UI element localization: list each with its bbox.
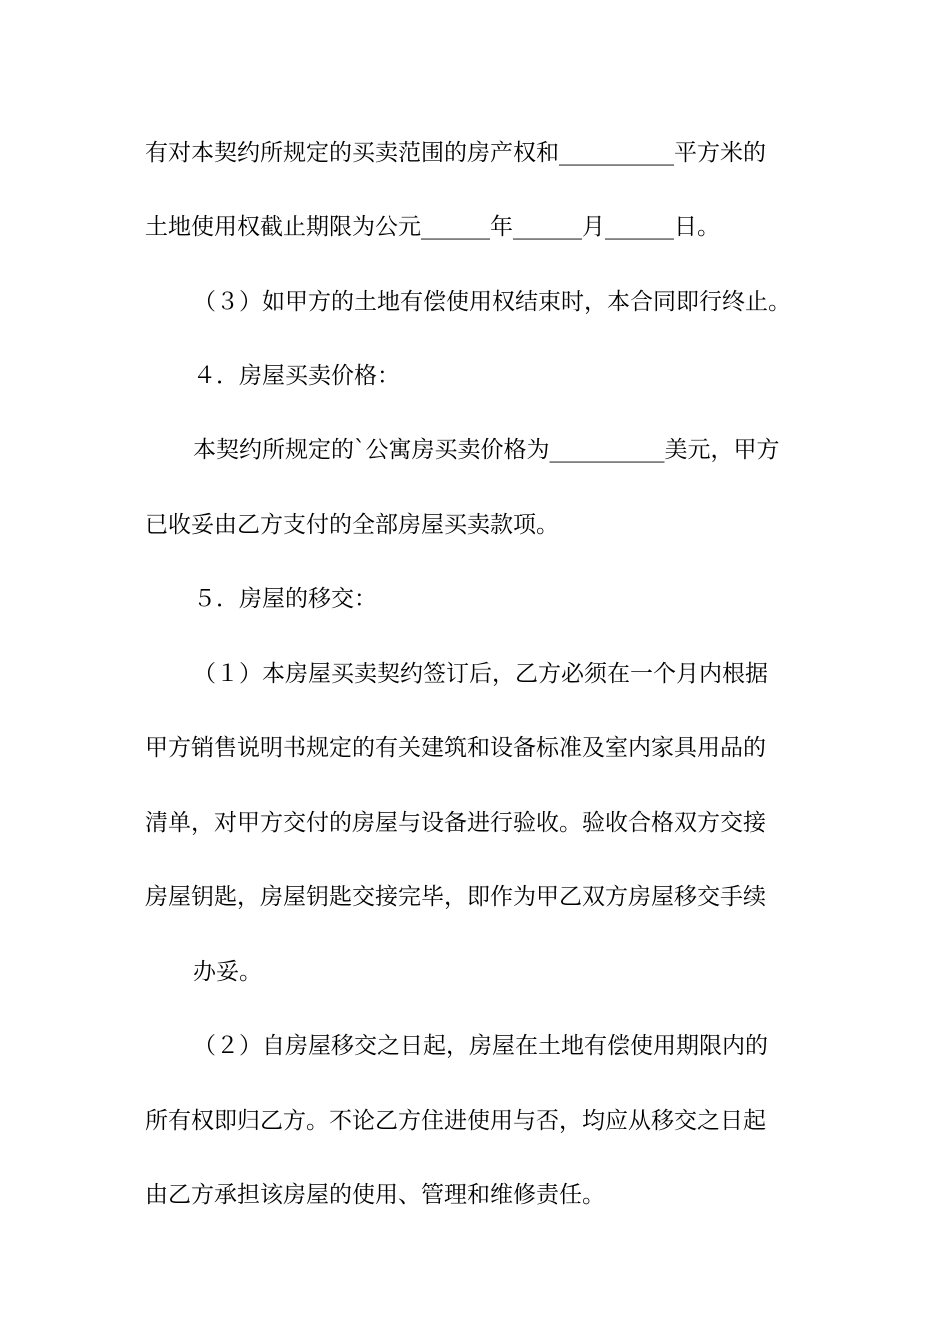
text-line: （３）如甲方的土地有偿使用权结束时，本合同即行终止。: [193, 289, 791, 315]
text-line: 清单，对甲方交付的房屋与设备进行验收。验收合格双方交接: [145, 810, 766, 836]
text-line: 已收妥由乙方支付的全部房屋买卖款项。: [145, 512, 559, 538]
text-line: ５．房屋的移交：: [193, 586, 377, 612]
text-line: 所有权即归乙方。不论乙方住进使用与否，均应从移交之日起: [145, 1108, 766, 1134]
text-line: （２）自房屋移交之日起，房屋在土地有偿使用期限内的: [193, 1033, 768, 1059]
text-line: 本契约所规定的`公寓房买卖价格为__________美元，甲方: [193, 437, 780, 463]
text-line: 土地使用权截止期限为公元______年______月______日。: [145, 214, 720, 240]
text-line: 甲方销售说明书规定的有关建筑和设备标准及室内家具用品的: [145, 735, 766, 761]
text-line: 房屋钥匙，房屋钥匙交接完毕，即作为甲乙双方房屋移交手续: [145, 884, 766, 910]
text-line: 由乙方承担该房屋的使用、管理和维修责任。: [145, 1182, 605, 1208]
text-line: ４．房屋买卖价格：: [193, 363, 400, 389]
text-line: （１）本房屋买卖契约签订后，乙方必须在一个月内根据: [193, 661, 768, 687]
text-line: 办妥。: [193, 959, 262, 985]
text-line: 有对本契约所规定的买卖范围的房产权和__________平方米的: [145, 140, 766, 166]
